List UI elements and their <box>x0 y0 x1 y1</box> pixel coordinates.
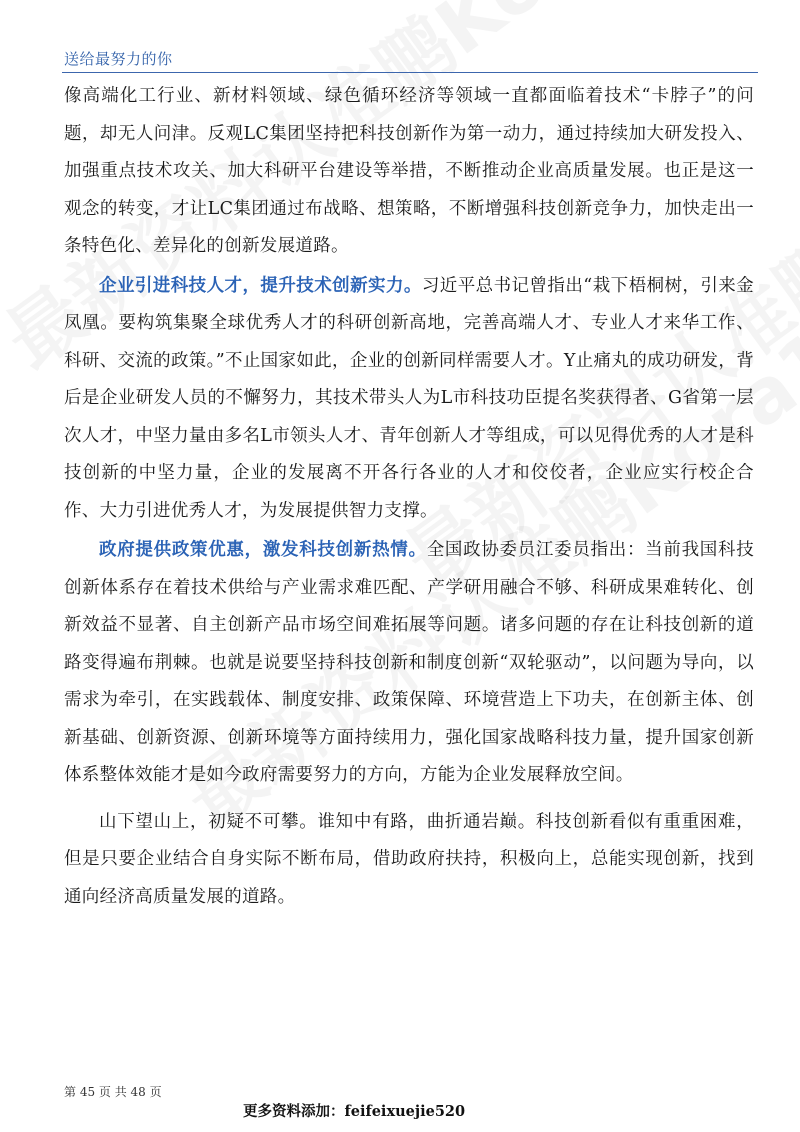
paragraph-talent <box>64 268 754 531</box>
page-number: 第 45 页 共 48 页 <box>64 1085 162 1099</box>
paragraph-body-text: 习近平总书记曾指出“栽下梧桐树，引来金凤凰。要构筑集聚全球优秀人才的科研创新高地，完善高端人才、专业人才来华工作、科研、交流的政策。”不止国家如此，企业的创新同样需要人才。Y止痛丸的成功研发，背后是企业研发人员的不懈努力，其技术带头人为L市科技功臣提名奖获得者、G省第一层次人才，中坚力量由多名L市领头人才、青年创新人才等组成，可以见得优秀的人才是科技创新的中坚力量，企业的发展离不开各行各业的人才和佼佼者，企业应实行校企合作、大力引进优秀人才，为发展提供智力支撑。 <box>64 275 754 521</box>
contact-note: 更多资料添加：feifeixuejie520 <box>243 1103 466 1120</box>
paragraph-lead-heading: 政府提供政策优惠，激发科技创新热情。 <box>99 540 427 560</box>
paragraph-policy <box>64 532 754 795</box>
paragraph-conclusion: 山下望山上，初疑不可攀。谁知中有路，曲折通岩巅。科技创新看似有重重困难，但是只要企业结合自身实际不断布局，借助政府扶持，积极向上，总能实现创新，找到通向经济高质量发展的道路。 <box>64 811 754 907</box>
paragraph-lead-heading: 企业引进科技人才，提升技术创新实力。 <box>99 275 422 296</box>
header-divider <box>62 72 758 73</box>
page-header: 送给最努力的你 <box>64 50 173 68</box>
paragraph-body-text: 全国政协委员江委员指出：当前我国科技创新体系存在着技术供给与产业需求难匹配、产学研用融合不够、科研成果难转化、创新效益不显著、自主创新产品市场空间难拓展等问题。诸多问题的存在让科技创新的道路变得遍布荆棘。也就是说要坚持科技创新和制度创新“双轮驱动”，以问题为导向，以需求为牵引，在实践载体、制度安排、政策保障、环境营造上下功夫，在创新主体、创新基础、创新资源、创新环境等方面持续用力，强化国家战略科技力量，提升国家创新体系整体效能才是如今政府需要努力的方向，方能为企业发展释放空间。 <box>64 540 754 785</box>
article-body <box>64 78 754 916</box>
paragraph-continued: 像高端化工行业、新材料领域、绿色循环经济等领域一直都面临着技术“卡脖子”的问题，却无人问津。反观LC集团坚持把科技创新作为第一动力，通过持续加大研发投入、加强重点技术攻关、加大科研平台建设等举措，不断推动企业高质量发展。也正是这一观念的转变，才让LC集团通过布战略、想策略，不断增强科技创新竞争力，加快走出一条特色化、差异化的创新发展道路。 <box>64 86 754 256</box>
